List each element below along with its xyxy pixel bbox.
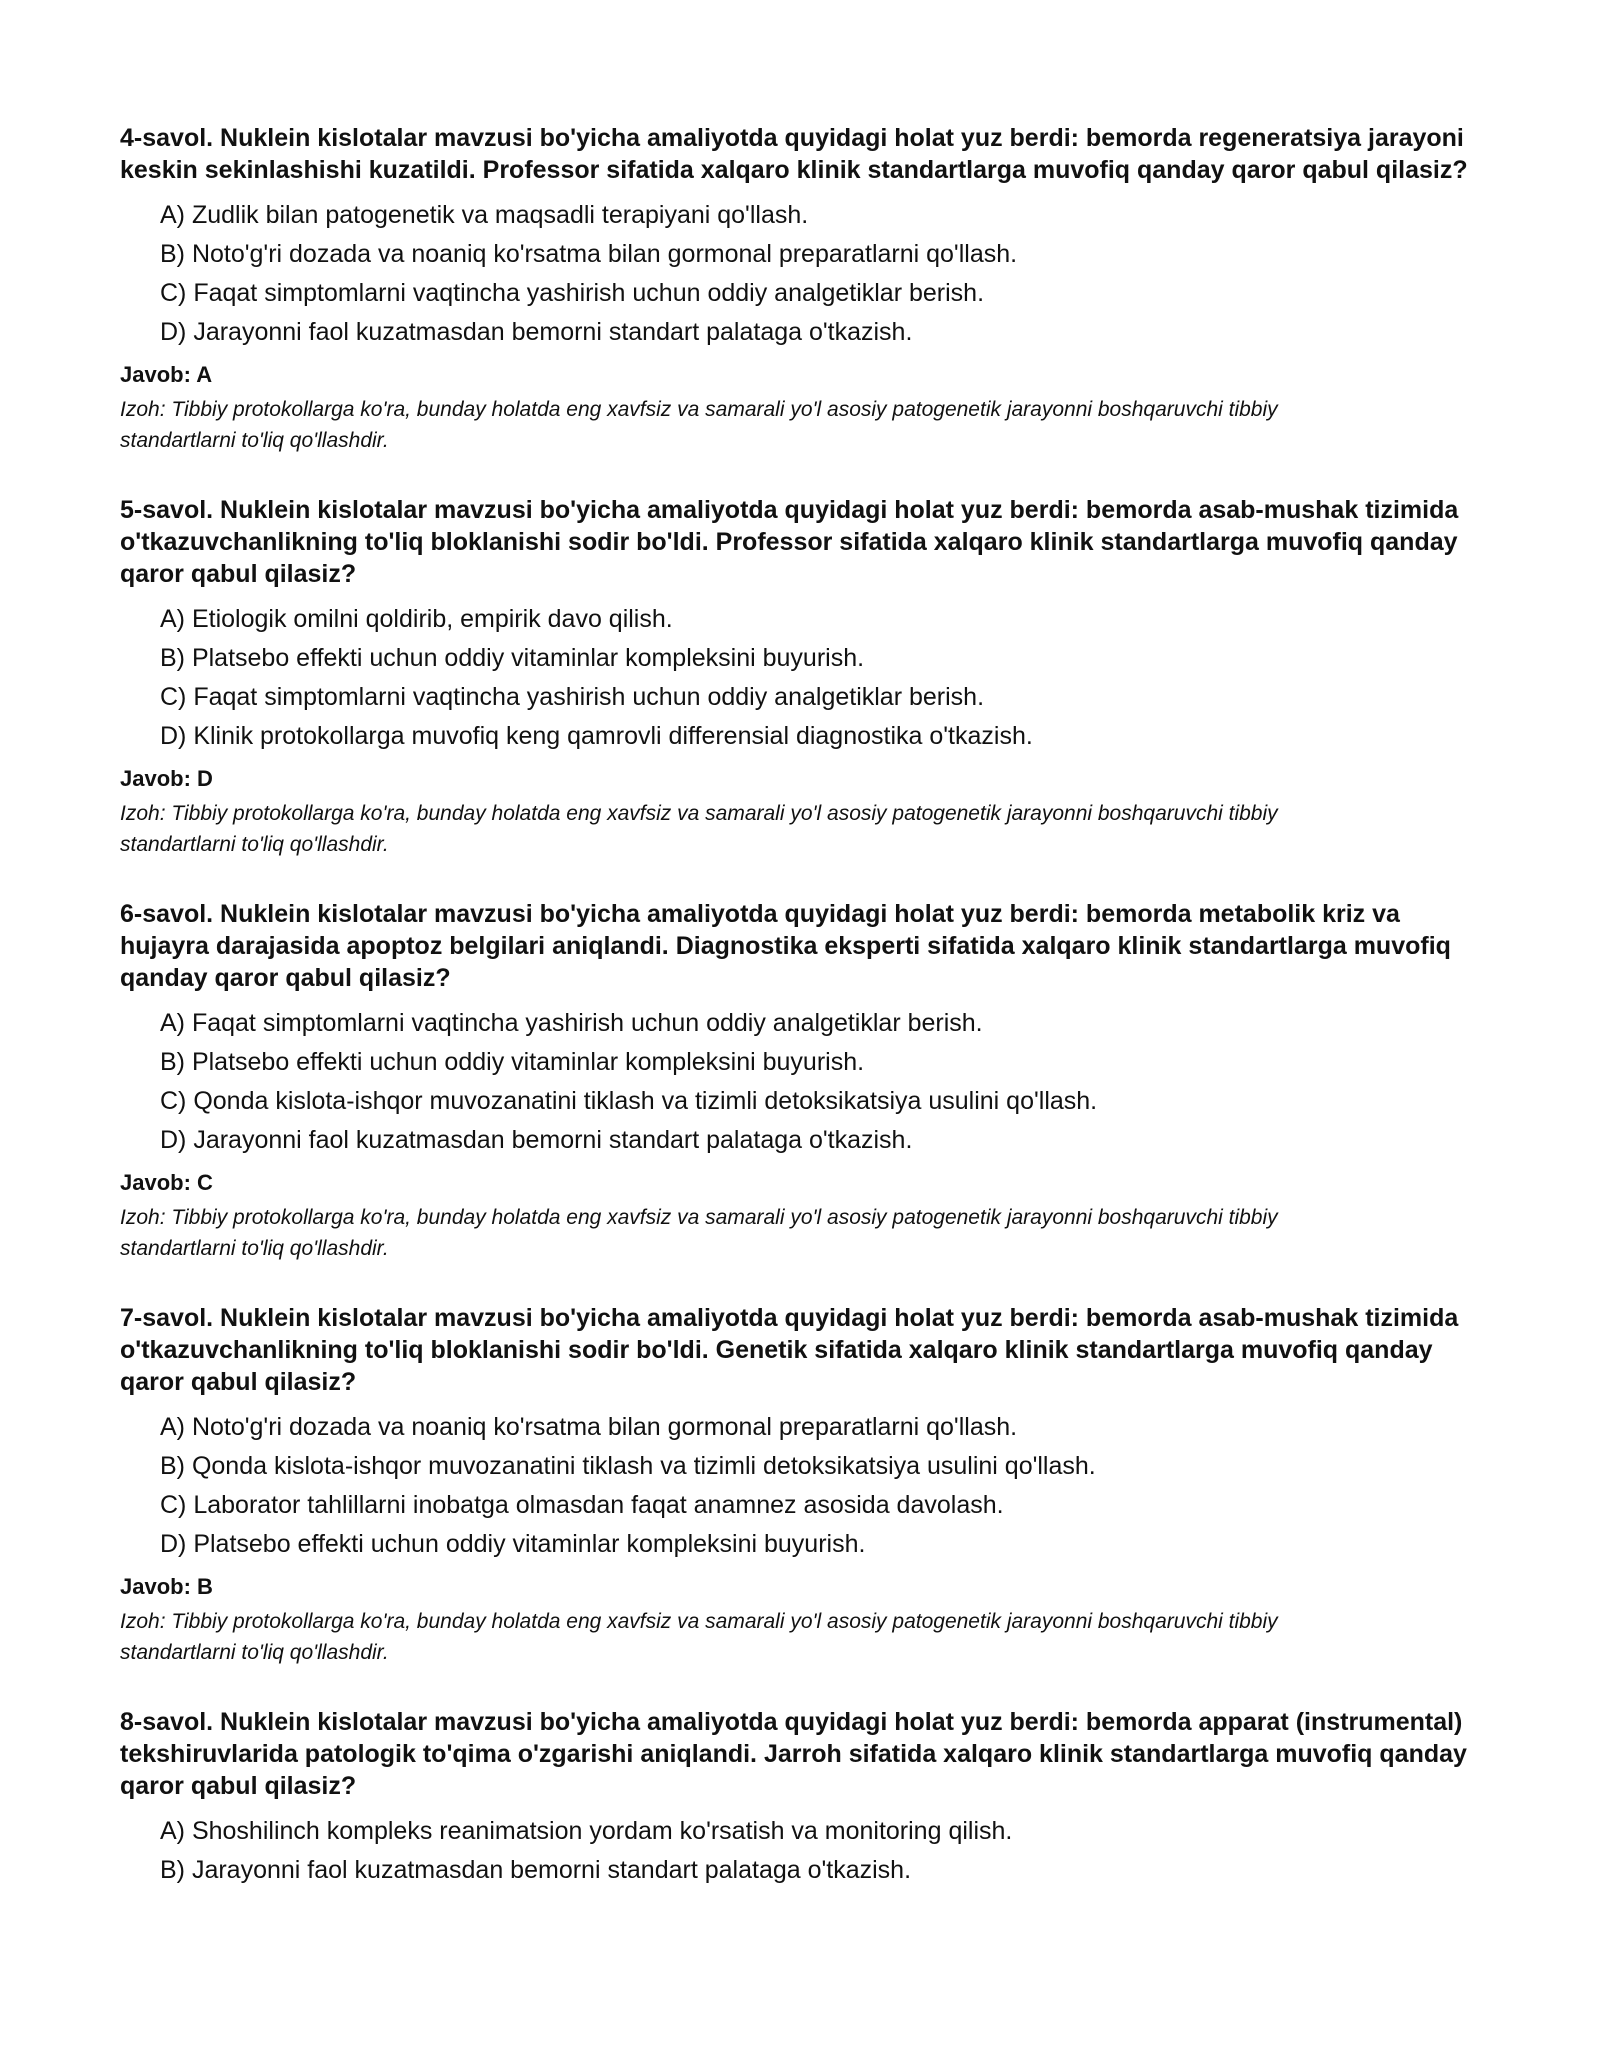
question-text: 7-savol. Nuklein kislotalar mavzusi bo'yicha amaliyotda quyidagi holat yuz berdi: bemorda asab-mushak tizimida o'tkazuvchanlikning to'liq bloklanishi sodir bo'ldi. Genetik sifatida xalqaro klinik standartlarga muvofiq qanday qaror qabul qilasiz?	[120, 1304, 1459, 1396]
answer-label: Javob: D	[120, 766, 213, 791]
question-block	[120, 122, 1490, 456]
answer-label: Javob: B	[120, 1574, 213, 1599]
option-d: D) Jarayonni faol kuzatmasdan bemorni standart palataga o'tkazish.	[160, 318, 913, 346]
document-page	[120, 122, 1490, 1928]
option-a: A) Zudlik bilan patogenetik va maqsadli terapiyani qo'llash.	[160, 201, 809, 229]
explanation-note: Izoh: Tibbiy protokollarga ko'ra, bunday holatda eng xavfsiz va samarali yo'l asosiy patogenetik jarayonni boshqaruvchi tibbiy standartlarni to'liq qo'llashdir.	[120, 398, 1278, 452]
option-a: A) Faqat simptomlarni vaqtincha yashirish uchun oddiy analgetiklar berish.	[160, 1009, 983, 1037]
option-b: B) Noto'g'ri dozada va noaniq ko'rsatma bilan gormonal preparatlarni qo'llash.	[160, 240, 1018, 268]
option-a: A) Etiologik omilni qoldirib, empirik davo qilish.	[160, 605, 673, 633]
option-b: B) Platsebo effekti uchun oddiy vitaminlar kompleksini buyurish.	[160, 644, 865, 672]
option-d: D) Jarayonni faol kuzatmasdan bemorni standart palataga o'tkazish.	[160, 1126, 913, 1154]
option-a: A) Shoshilinch kompleks reanimatsion yordam ko'rsatish va monitoring qilish.	[160, 1817, 1013, 1845]
question-text: 5-savol. Nuklein kislotalar mavzusi bo'yicha amaliyotda quyidagi holat yuz berdi: bemorda asab-mushak tizimida o'tkazuvchanlikning to'liq bloklanishi sodir bo'ldi. Professor sifatida xalqaro klinik standartlarga muvofiq qanday qaror qabul qilasiz?	[120, 496, 1459, 588]
option-b: B) Jarayonni faol kuzatmasdan bemorni standart palataga o'tkazish.	[160, 1856, 912, 1884]
option-list	[120, 1812, 1490, 1890]
option-list	[120, 1004, 1490, 1160]
answer-label: Javob: C	[120, 1170, 213, 1195]
option-c: C) Qonda kislota-ishqor muvozanatini tiklash va tizimli detoksikatsiya usulini qo'llash.	[160, 1087, 1098, 1115]
option-c: C) Laborator tahlillarni inobatga olmasdan faqat anamnez asosida davolash.	[160, 1491, 1004, 1519]
question-block	[120, 1706, 1490, 1890]
question-text: 4-savol. Nuklein kislotalar mavzusi bo'yicha amaliyotda quyidagi holat yuz berdi: bemorda regeneratsiya jarayoni keskin sekinlashishi kuzatildi. Professor sifatida xalqaro klinik standartlarga muvofiq qanday qaror qabul qilasiz?	[120, 124, 1468, 184]
question-block	[120, 494, 1490, 860]
answer-label: Javob: A	[120, 362, 213, 387]
option-d: D) Klinik protokollarga muvofiq keng qamrovli differensial diagnostika o'tkazish.	[160, 722, 1033, 750]
question-text: 6-savol. Nuklein kislotalar mavzusi bo'yicha amaliyotda quyidagi holat yuz berdi: bemorda metabolik kriz va hujayra darajasida apoptoz belgilari aniqlandi. Diagnostika eksperti sifatida xalqaro klinik standartlarga muvofiq qanday qaror qabul qilasiz?	[120, 900, 1451, 992]
explanation-note: Izoh: Tibbiy protokollarga ko'ra, bunday holatda eng xavfsiz va samarali yo'l asosiy patogenetik jarayonni boshqaruvchi tibbiy standartlarni to'liq qo'llashdir.	[120, 1610, 1278, 1664]
option-c: C) Faqat simptomlarni vaqtincha yashirish uchun oddiy analgetiklar berish.	[160, 279, 985, 307]
question-block	[120, 1302, 1490, 1668]
explanation-note: Izoh: Tibbiy protokollarga ko'ra, bunday holatda eng xavfsiz va samarali yo'l asosiy patogenetik jarayonni boshqaruvchi tibbiy standartlarni to'liq qo'llashdir.	[120, 1206, 1278, 1260]
option-d: D) Platsebo effekti uchun oddiy vitaminlar kompleksini buyurish.	[160, 1530, 866, 1558]
explanation-note: Izoh: Tibbiy protokollarga ko'ra, bunday holatda eng xavfsiz va samarali yo'l asosiy patogenetik jarayonni boshqaruvchi tibbiy standartlarni to'liq qo'llashdir.	[120, 802, 1278, 856]
option-list	[120, 600, 1490, 756]
option-a: A) Noto'g'ri dozada va noaniq ko'rsatma bilan gormonal preparatlarni qo'llash.	[160, 1413, 1018, 1441]
option-b: B) Qonda kislota-ishqor muvozanatini tiklash va tizimli detoksikatsiya usulini qo'llash.	[160, 1452, 1096, 1480]
question-text: 8-savol. Nuklein kislotalar mavzusi bo'yicha amaliyotda quyidagi holat yuz berdi: bemorda apparat (instrumental) tekshiruvlarida patologik to'qima o'zgarishi aniqlandi. Jarroh sifatida xalqaro klinik standartlarga muvofiq qanday qaror qabul qilasiz?	[120, 1708, 1467, 1800]
question-block	[120, 898, 1490, 1264]
option-list	[120, 196, 1490, 352]
option-b: B) Platsebo effekti uchun oddiy vitaminlar kompleksini buyurish.	[160, 1048, 865, 1076]
option-list	[120, 1408, 1490, 1564]
option-c: C) Faqat simptomlarni vaqtincha yashirish uchun oddiy analgetiklar berish.	[160, 683, 985, 711]
